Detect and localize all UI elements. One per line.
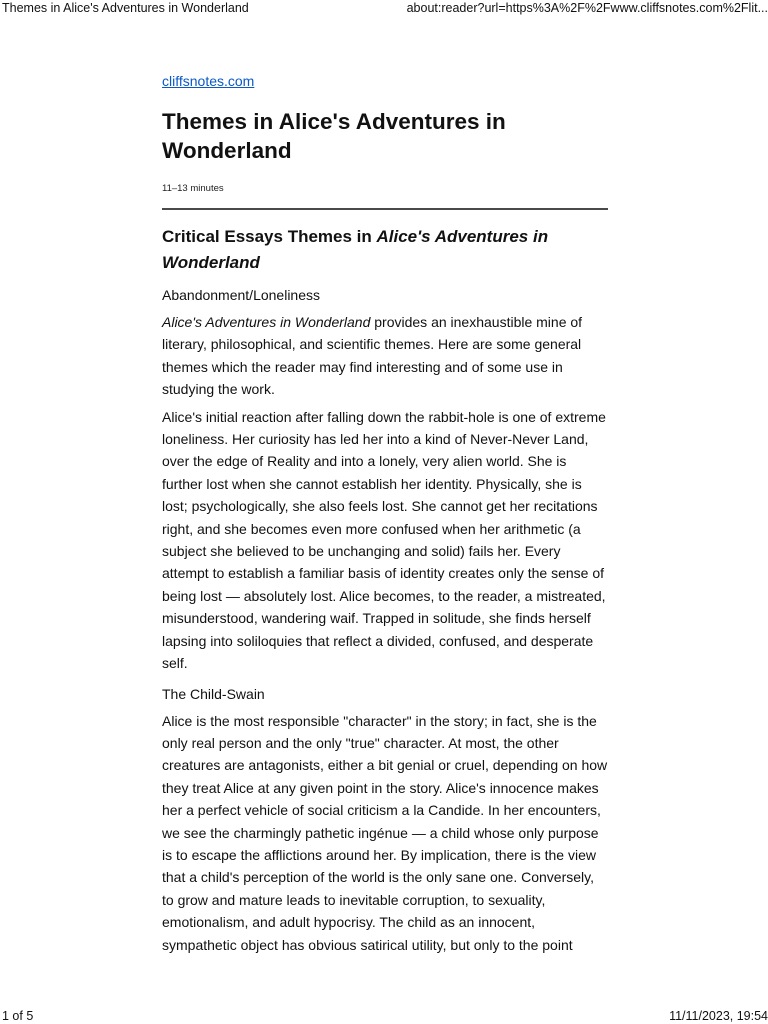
paragraph-loneliness: Alice's initial reaction after falling down the rabbit-hole is one of extreme loneliness. Her curiosity has led her into a kind of Never-Never Land, over the edge of Reality and into a lonely, very alien world. She is further lost when she cannot establish her identity. Physically, she is lost; psychologically, she also feels lost. She cannot get her recitations right, and she becomes even more confused when her arithmetic (a subject she believed to be unchanging and solid) fails her. Every attempt to establish a familiar basis of identity creates only the sense of being lost — absolutely lost. Alice becomes, to the reader, a mistreated, misunderstood, wandering waif. Trapped in solitude, she finds herself lapsing into soliloquies that reflect a divided, confused, and desperate self. — [162, 408, 606, 672]
source-site-link[interactable]: cliffsnotes.com — [162, 73, 255, 89]
essay-heading-book-title: Alice's Adventures in Wonderland — [162, 227, 549, 272]
header-divider — [162, 208, 608, 210]
reader-view-article — [162, 72, 608, 956]
paragraph-intro — [162, 311, 608, 401]
paragraph-intro-book-title: Alice's Adventures in Wonderland — [162, 314, 371, 330]
paragraph-intro-text: provides an inexhaustible mine of literary, philosophical, and scientific themes. Here are some general themes which the reader may find interesting and of some use in studying the work. — [162, 314, 583, 398]
paragraph-child-swain: Alice is the most responsible "character" in the story; in fact, she is the only real person and the only "true" character. At most, the other creatures are antagonists, either a bit genial or cruel, depending on how they treat Alice at any given point in the story. Alice's innocence makes her a perfect vehicle of social criticism a la Candide. In her encounters, we see the charmingly pathetic ingénue — a child whose only purpose is to escape the afflictions around her. By implication, there is the view that a child's perception of the world is the only sane one. Conversely, to grow and mature leads to inevitable corruption, to sexuality, emotionalism, and adult hypocrisy. The child as an innocent, sympathetic object has obvious satirical utility, but only to the point — [162, 712, 608, 953]
essay-heading-prefix: Critical Essays Themes in — [162, 227, 377, 246]
print-header — [0, 0, 768, 16]
reading-time: 11–13 minutes — [162, 183, 224, 194]
article-title: Themes in Alice's Adventures in Wonderland — [162, 109, 506, 163]
essay-heading — [162, 224, 608, 276]
print-header-url: about:reader?url=https%3A%2F%2Fwww.cliffsnotes.com%2Flit... — [406, 1, 768, 15]
section-label-child-swain: The Child-Swain — [162, 685, 265, 702]
print-footer — [0, 1008, 768, 1024]
page-counter: 1 of 5 — [2, 1009, 34, 1023]
print-timestamp: 11/11/2023, 19:54 — [669, 1009, 768, 1023]
print-header-title: Themes in Alice's Adventures in Wonderland — [2, 1, 249, 15]
section-label-abandonment: Abandonment/Loneliness — [162, 287, 321, 303]
